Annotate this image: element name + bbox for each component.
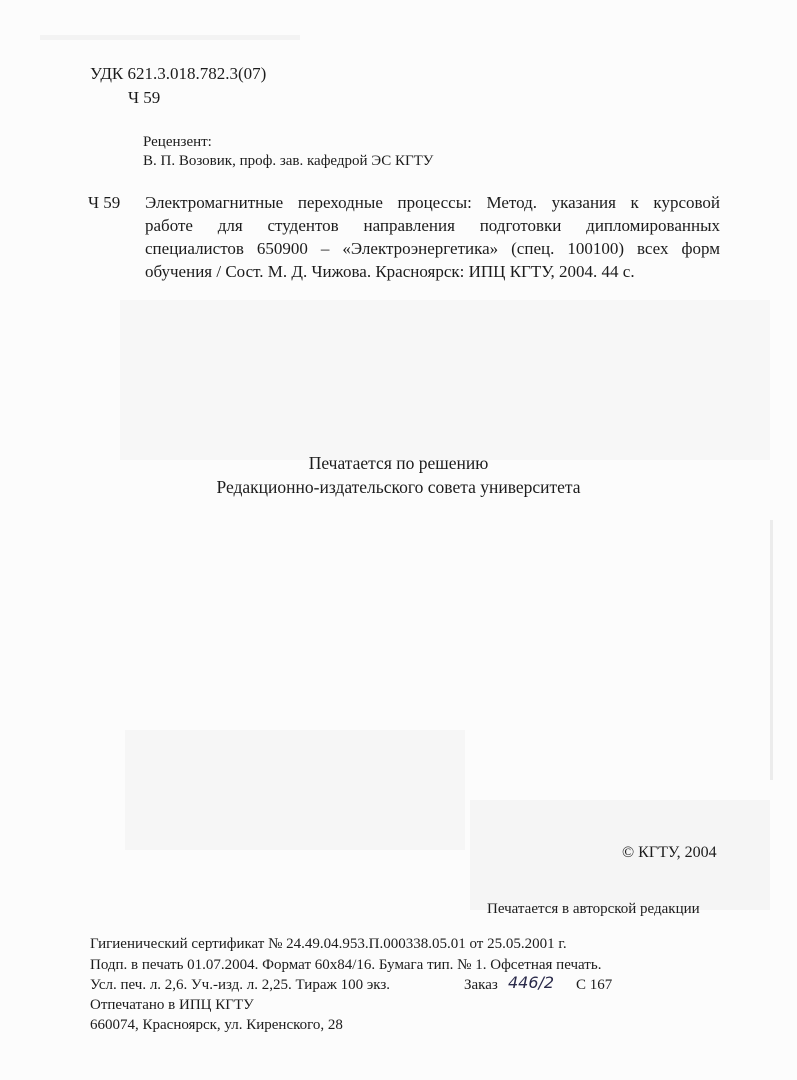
imprint-printed-at: Отпечатано в ИПЦ КГТУ (90, 997, 254, 1013)
udc-code: УДК 621.3.018.782.3(07) (90, 64, 267, 83)
scan-shadow-bottom (470, 800, 770, 910)
scan-shadow-mid (120, 300, 770, 460)
imprint-order-label: Заказ (464, 977, 498, 993)
bibliographic-mark: Ч 59 (88, 193, 121, 212)
edition-note: Печатается в авторской редакции (487, 901, 700, 917)
copyright: © КГТУ, 2004 (622, 844, 717, 861)
scan-shadow-lower (125, 730, 465, 850)
approval-line-2: Редакционно-издательского совета университета (216, 477, 581, 497)
reviewer-name: В. П. Возовик, проф. зав. кафедрой ЭС КГТУ (143, 153, 434, 169)
imprint-certificate: Гигиенический сертификат № 24.49.04.953.П.000338.05.01 от 25.05.2001 г. (90, 936, 567, 952)
imprint-print-details: Подп. в печать 01.07.2004. Формат 60х84/16. Бумага тип. № 1. Офсетная печать. (90, 957, 602, 973)
approval-line-1: Печатается по решению (308, 453, 489, 473)
scan-shadow-top (40, 35, 300, 40)
imprint-order-code: С 167 (576, 977, 613, 993)
imprint-address: 660074, Красноярск, ул. Киренского, 28 (90, 1017, 343, 1033)
bibliographic-line: специалистов 650900 – «Электроэнергетика» (спец. 100100) всех форм (145, 239, 720, 258)
bibliographic-line: обучения / Сост. М. Д. Чижова. Красноярск: ИПЦ КГТУ, 2004. 44 с. (145, 262, 635, 281)
bibliographic-description (145, 192, 720, 282)
reviewer-label: Рецензент: (143, 134, 212, 150)
bibliographic-line: Электромагнитные переходные процессы: Метод. указания к курсовой (145, 193, 720, 212)
scan-edge-right (770, 520, 773, 780)
imprint-order-number: 446/2 (508, 973, 555, 992)
udc-author-mark: Ч 59 (128, 88, 161, 107)
bibliographic-line: работе для студентов направления подготовки дипломированных (145, 216, 720, 235)
imprint-sheets: Усл. печ. л. 2,6. Уч.-изд. л. 2,25. Тираж 100 экз. (90, 977, 391, 993)
